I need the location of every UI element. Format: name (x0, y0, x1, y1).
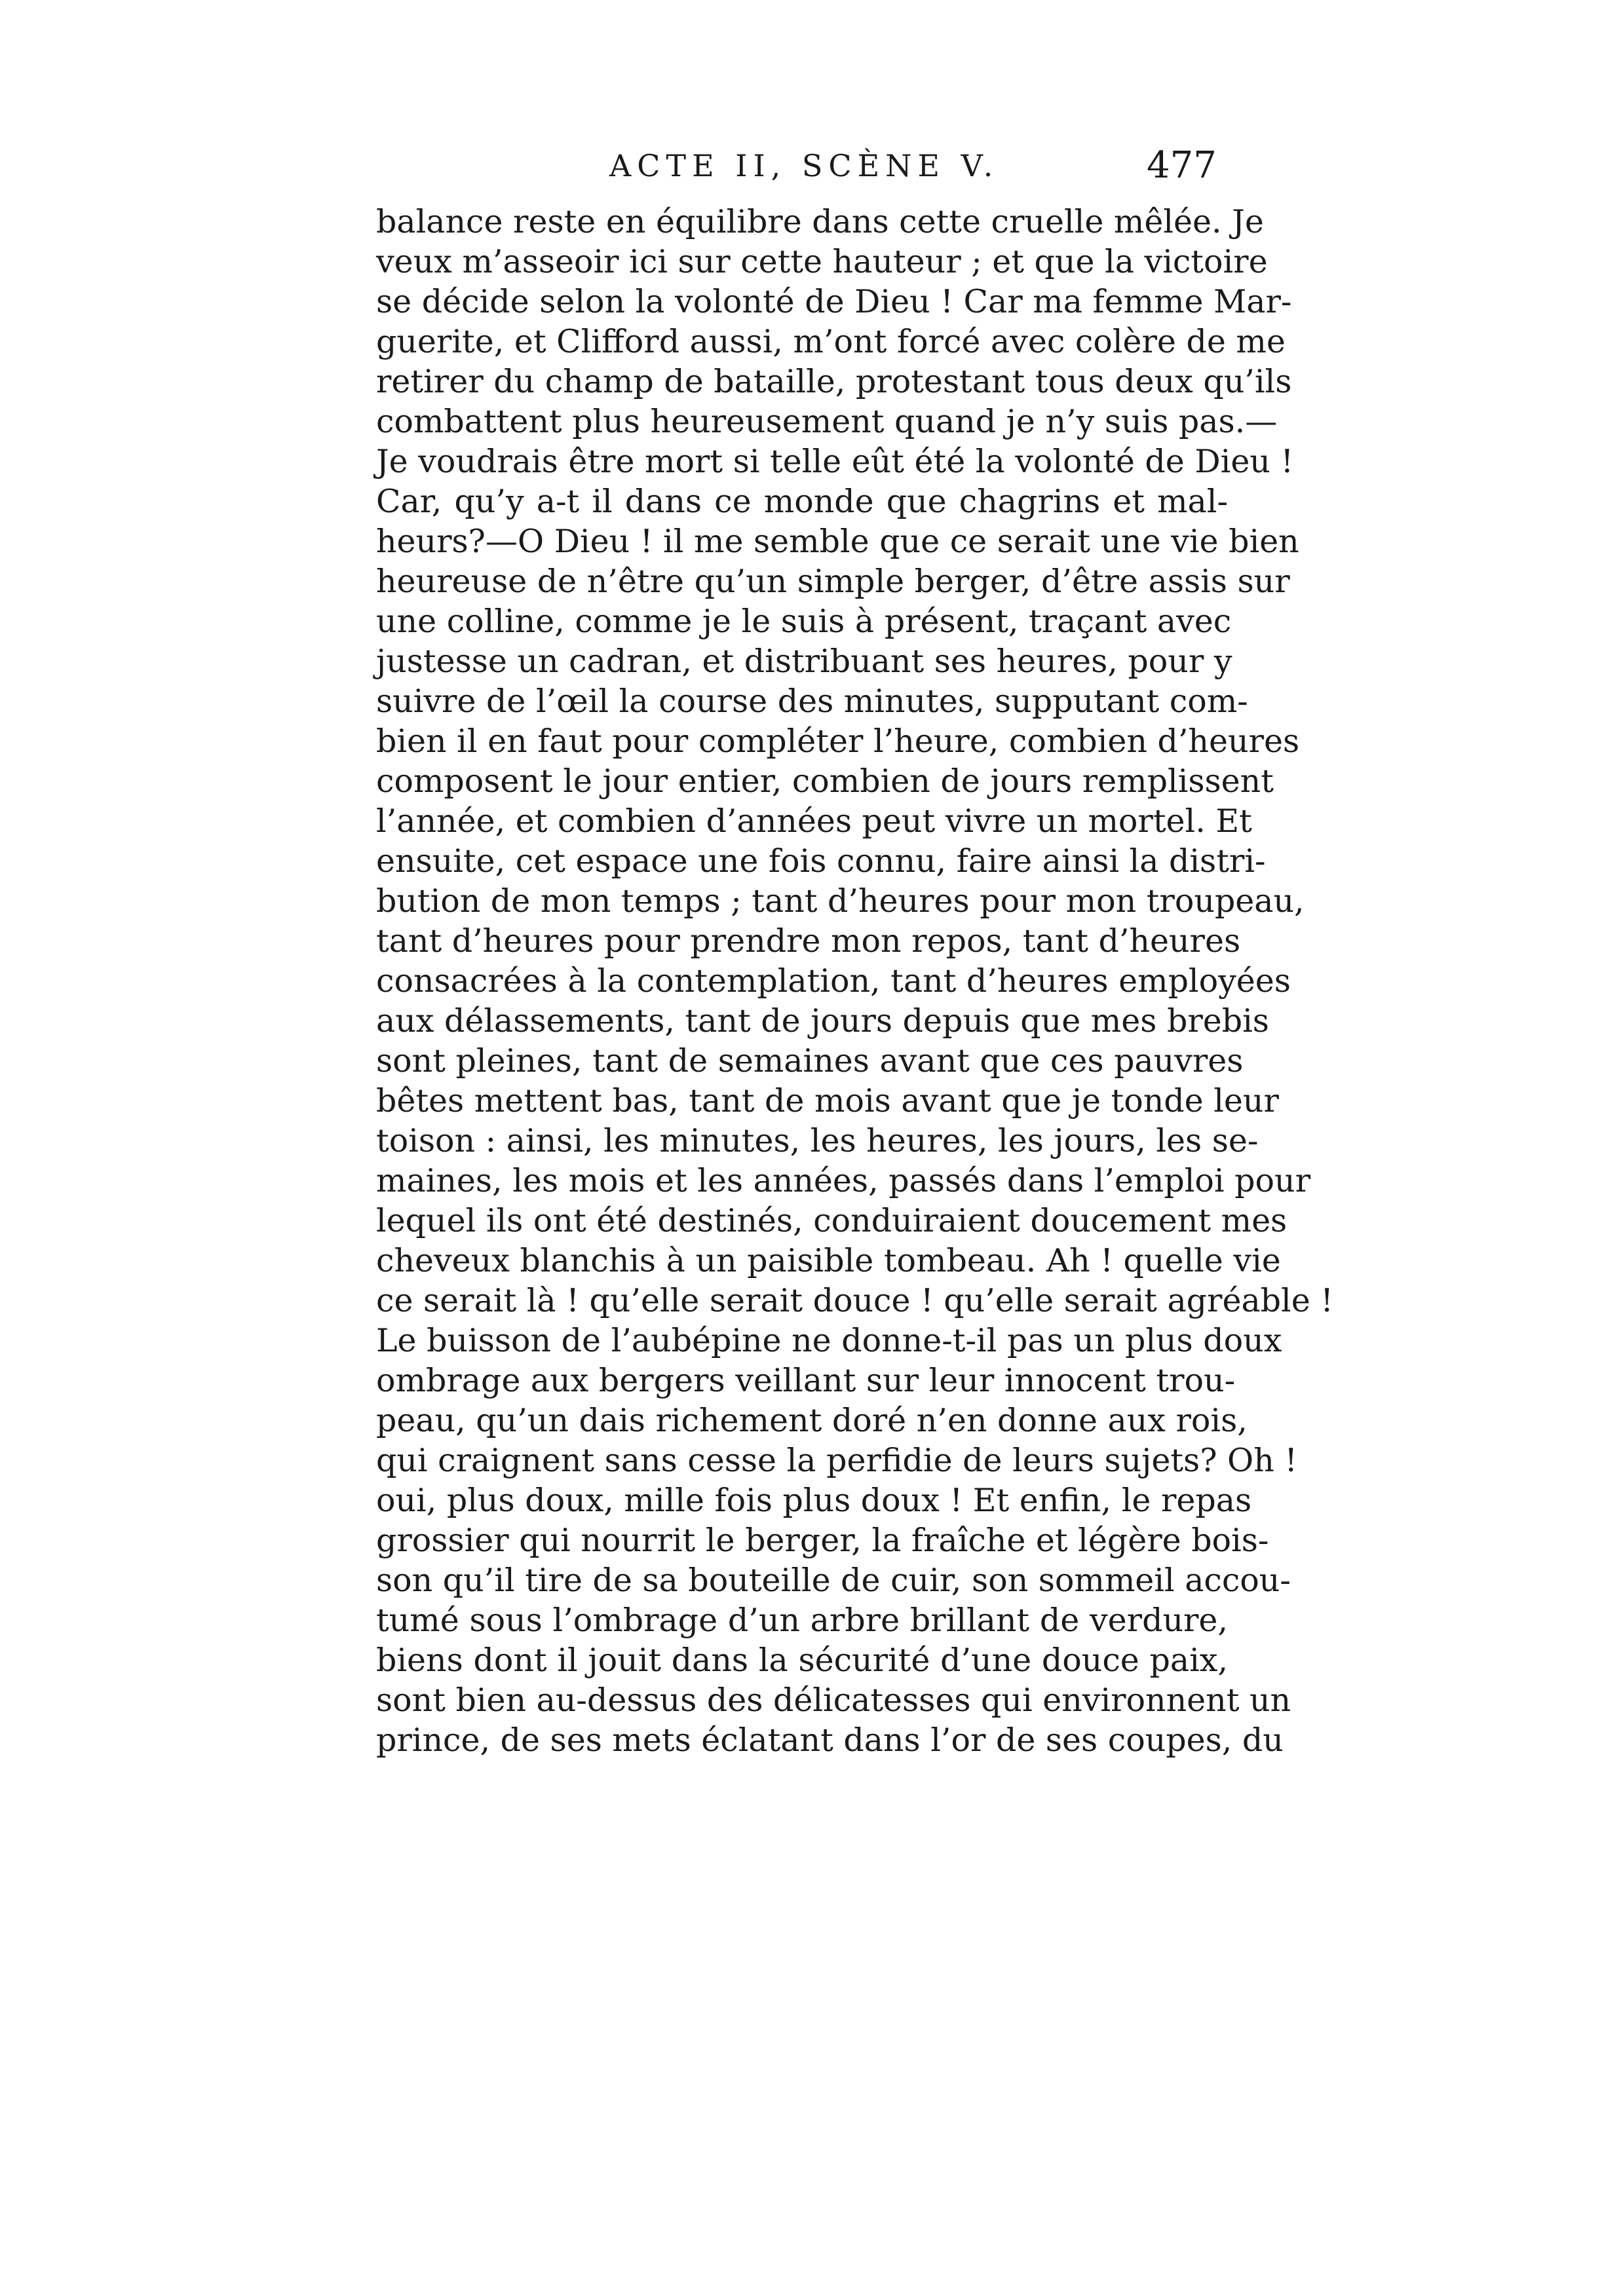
text-line: grossier qui nourrit le berger, la fraîche et légère bois- (376, 1522, 1269, 1559)
text-line: suivre de l’œil la course des minutes, supputant com- (376, 683, 1248, 720)
page-number: 477 (1147, 144, 1217, 187)
text-line: se décide selon la volonté de Dieu ! Car ma femme Mar- (376, 283, 1292, 320)
text-line: l’année, et combien d’années peut vivre un mortel. Et (376, 802, 1252, 840)
text-line: toison : ainsi, les minutes, les heures, les jours, les se- (376, 1122, 1259, 1159)
text-line: maines, les mois et les années, passés dans l’emploi pour (376, 1162, 1311, 1199)
text-line: sont pleines, tant de semaines avant que ces pauvres (376, 1042, 1244, 1080)
text-line: qui craignent sans cesse la perfidie de leurs sujets? Oh ! (376, 1442, 1298, 1479)
text-line: balance reste en équilibre dans cette cruelle mêlée. Je (376, 203, 1264, 240)
text-line: guerite, et Clifford aussi, m’ont forcé avec colère de me (376, 323, 1286, 360)
text-line: lequel ils ont été destinés, conduiraient doucement mes (376, 1202, 1288, 1239)
running-head (0, 143, 1623, 189)
text-line: tumé sous l’ombrage d’un arbre brillant de verdure, (376, 1602, 1228, 1639)
text-line: heurs?—O Dieu ! il me semble que ce serait une vie bien (376, 523, 1299, 560)
text-line: Je voudrais être mort si telle eût été la volonté de Dieu ! (376, 443, 1294, 480)
text-line: combattent plus heureusement quand je n’y suis pas.— (376, 403, 1278, 440)
text-line: retirer du champ de bataille, protestant tous deux qu’ils (376, 363, 1292, 400)
text-line: bien il en faut pour compléter l’heure, combien d’heures (376, 723, 1300, 760)
text-line: Le buisson de l’aubépine ne donne-t-il pas un plus doux (376, 1322, 1282, 1359)
running-title: ACTE II, SCÈNE V. (609, 148, 999, 183)
text-line: heureuse de n’être qu’un simple berger, d’être assis sur (376, 563, 1290, 600)
text-line: prince, de ses mets éclatant dans l’or de ses coupes, du (376, 1722, 1284, 1759)
body-text (376, 202, 1333, 1760)
text-line: ombrage aux bergers veillant sur leur innocent trou- (376, 1362, 1236, 1399)
text-line: bêtes mettent bas, tant de mois avant que je tonde leur (376, 1082, 1279, 1120)
text-line: veux m’asseoir ici sur cette hauteur ; et que la victoire (376, 243, 1268, 280)
text-line: composent le jour entier, combien de jours remplissent (376, 762, 1274, 800)
text-line: cheveux blanchis à un paisible tombeau. Ah ! quelle vie (376, 1242, 1281, 1279)
text-line: justesse un cadran, et distribuant ses heures, pour y (376, 643, 1232, 680)
text-line: ensuite, cet espace une fois connu, faire ainsi la distri- (376, 842, 1266, 880)
text-line: ce serait là ! qu’elle serait douce ! qu’elle serait agréable ! (376, 1282, 1333, 1319)
text-line: une colline, comme je le suis à présent, traçant avec (376, 603, 1232, 640)
text-line: oui, plus doux, mille fois plus doux ! Et enfin, le repas (376, 1482, 1252, 1519)
text-line: biens dont il jouit dans la sécurité d’une douce paix, (376, 1642, 1228, 1679)
text-line: son qu’il tire de sa bouteille de cuir, son sommeil accou- (376, 1562, 1291, 1599)
text-line: bution de mon temps ; tant d’heures pour mon troupeau, (376, 882, 1305, 920)
text-line: Car, qu’y a-t il dans ce monde que chagrins et mal- (376, 483, 1228, 520)
text-line: peau, qu’un dais richement doré n’en donne aux rois, (376, 1402, 1248, 1439)
text-line: tant d’heures pour prendre mon repos, tant d’heures (376, 922, 1241, 960)
text-line: aux délassements, tant de jours depuis que mes brebis (376, 1002, 1269, 1040)
text-line: consacrées à la contemplation, tant d’heures employées (376, 962, 1291, 1000)
text-line: sont bien au-dessus des délicatesses qui environnent un (376, 1682, 1291, 1719)
